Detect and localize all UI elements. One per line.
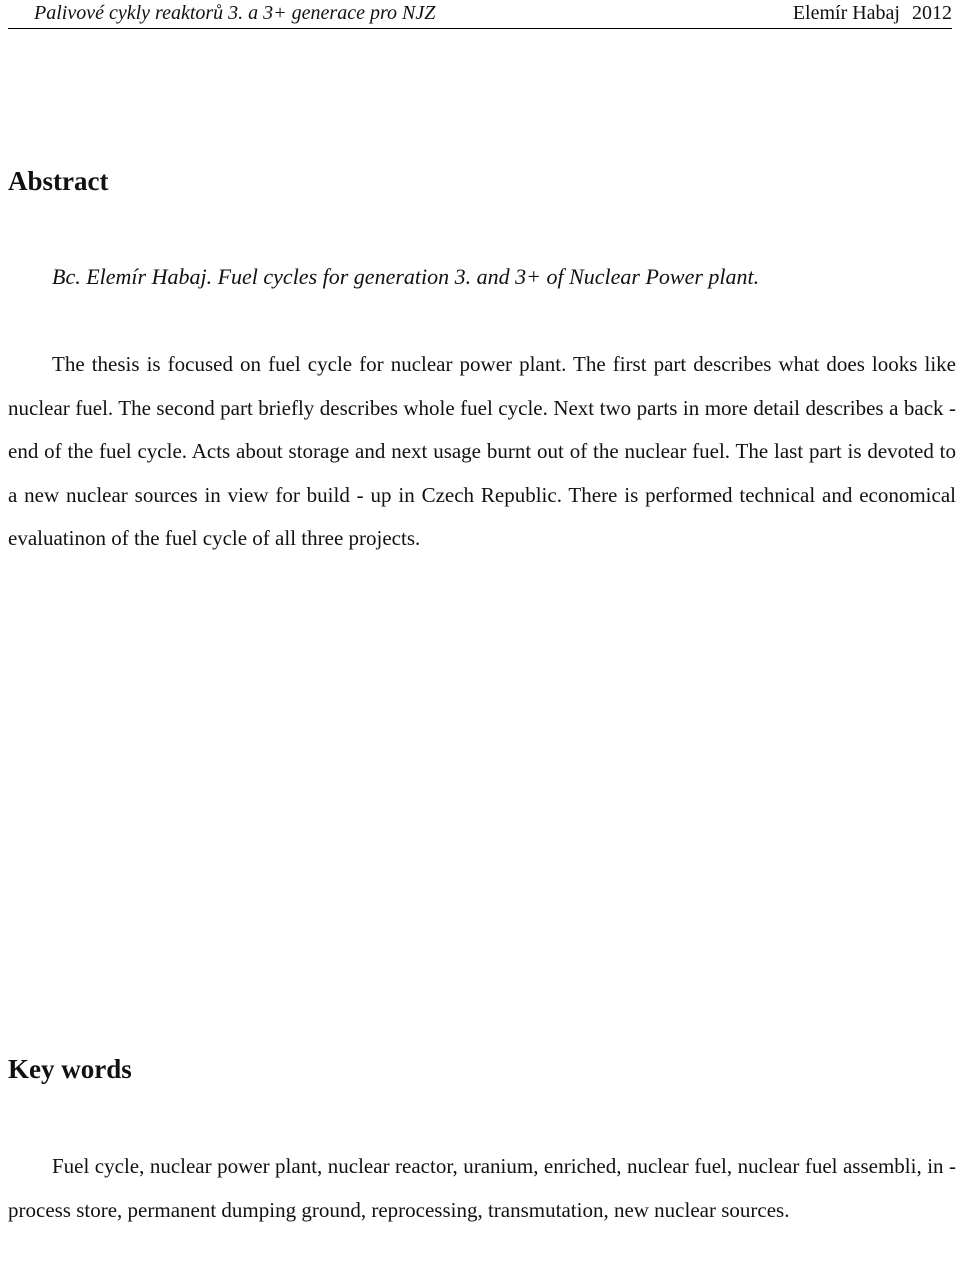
header-author-year: [793, 0, 952, 26]
abstract-paragraph: The thesis is focused on fuel cycle for nuclear power plant. The first part describes what does looks like nuclear fuel. The second part briefly describes whole fuel cycle. Next two parts in more detail describes a back - end of the fuel cycle. Acts about storage and next usage burnt out of the nuclear fuel. The last part is devoted to a new nuclear sources in view for build - up in Czech Republic. There is performed technical and economical evaluatinon of the fuel cycle of all three projects.: [8, 352, 956, 550]
header-author: Elemír Habaj: [792, 2, 900, 24]
thesis-citation: Bc. Elemír Habaj. Fuel cycles for generation 3. and 3+ of Nuclear Power plant.: [52, 264, 760, 289]
running-header: [8, 0, 952, 29]
header-year: 2012: [912, 2, 952, 24]
header-thesis-title: Palivové cykly reaktorů 3. a 3+ generace pro NJZ: [34, 2, 436, 24]
keywords-paragraph: Fuel cycle, nuclear power plant, nuclear reactor, uranium, enriched, nuclear fuel, nuclear fuel assembli, in - process store, permanent dumping ground, reprocessing, transmutation, new nuclear sources.: [8, 1154, 956, 1222]
keywords-heading: Key words: [8, 1054, 132, 1084]
abstract-heading: Abstract: [8, 166, 109, 196]
